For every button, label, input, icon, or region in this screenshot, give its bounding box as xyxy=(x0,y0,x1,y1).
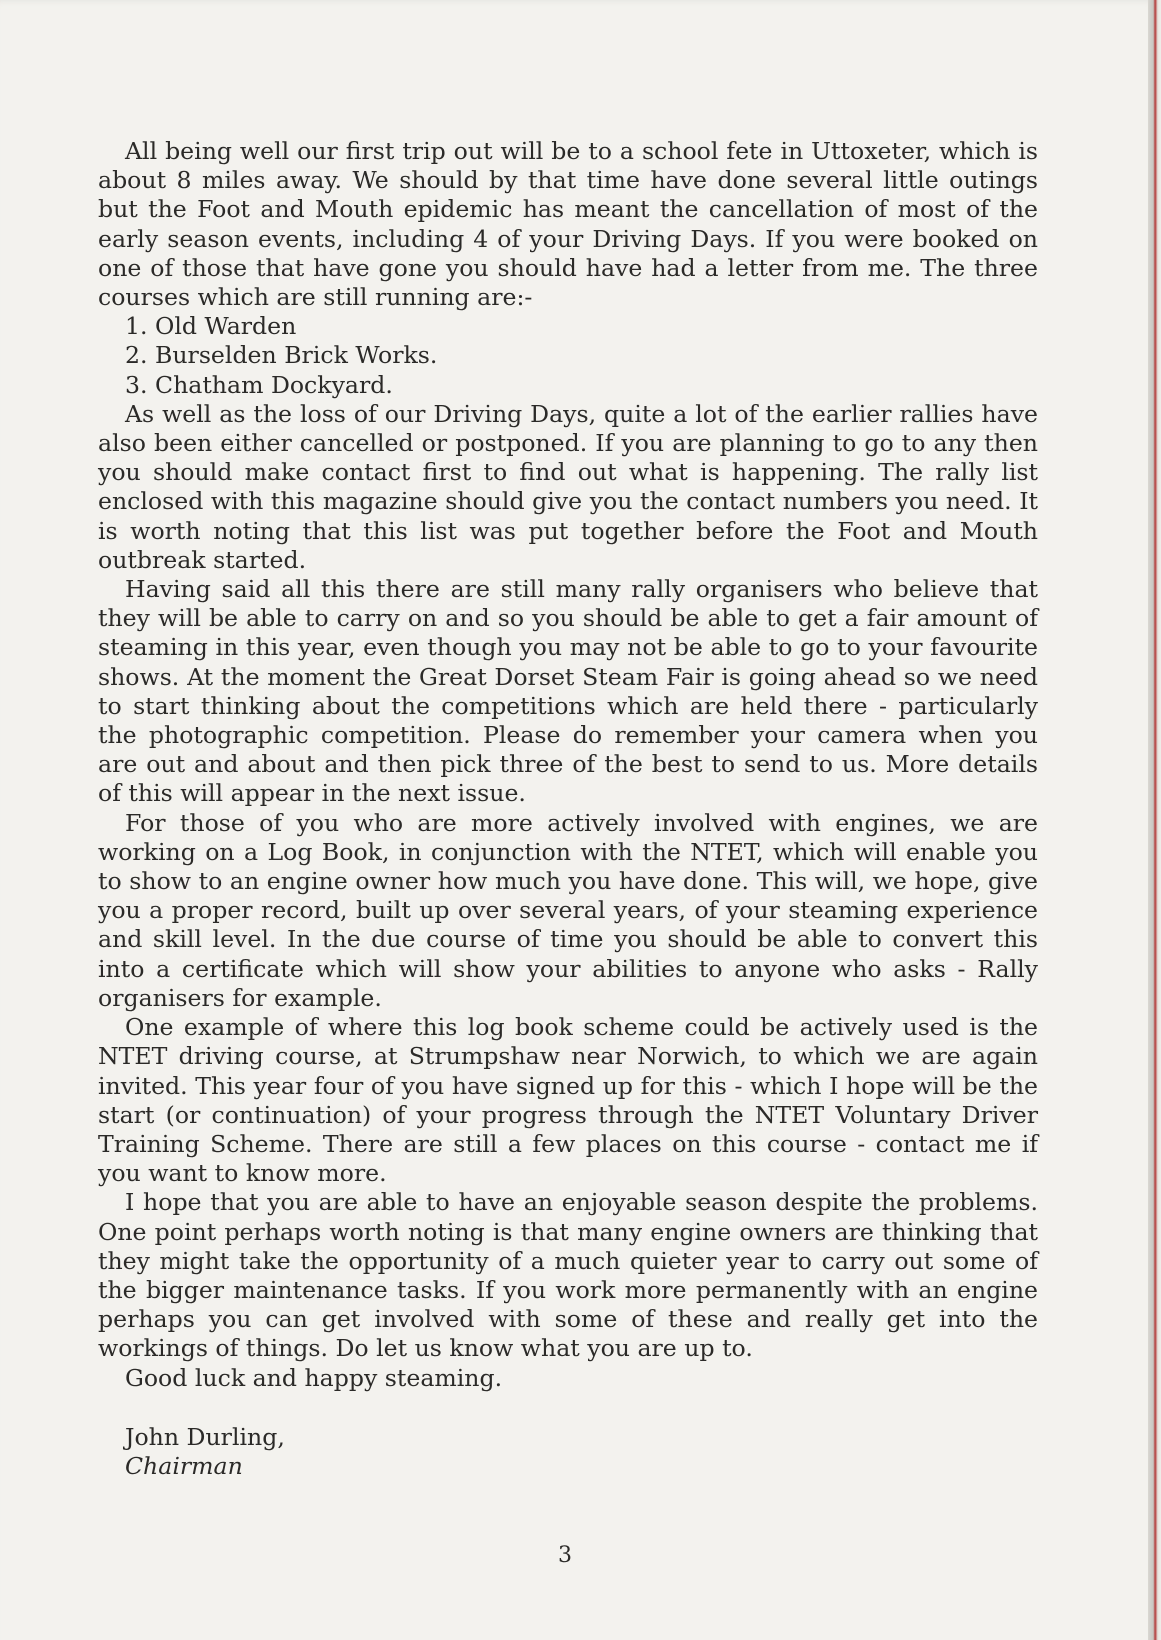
signature-title: Chairman xyxy=(125,1451,243,1480)
signature-name: John Durling, xyxy=(125,1422,285,1451)
paragraph-intro: All being well our first trip out will be to a school fete in Uttoxeter, which is about 8 miles away. We should by that time have done several little outings but the Foot and Mouth epidemic has meant the cancellation of most of the early season events, including 4 of your Driving Days. If you were booked on one of those that have gone you should have had a letter from me. The three courses which are still running are:- xyxy=(98,137,1038,312)
page-number: 3 xyxy=(558,1543,572,1568)
course-item: 2. Burselden Brick Works. xyxy=(125,341,438,370)
course-list xyxy=(98,312,1038,400)
paragraph-rallies: As well as the loss of our Driving Days, quite a lot of the earlier rallies have also been either cancelled or postponed. If you are planning to go to any then you should make contact first to find out what is happening. The rally list enclosed with this magazine should give you the contact numbers you need. It is worth noting that this list was put together before the Foot and Mouth outbreak started. xyxy=(98,399,1038,574)
paragraph-log-book: For those of you who are more actively involved with engines, we are working on a Log Book, in conjunction with the NTET, which will enable you to show to an engine owner how much you have done. This will, we hope, give you a proper record, built up over several years, of your steaming experience and skill level. In the due course of time you should be able to convert this into a certificate which will show your abilities to anyone who asks - Rally organisers for example. xyxy=(98,808,1038,1012)
course-item: 3. Chatham Dockyard. xyxy=(125,370,393,399)
course-item: 1. Old Warden xyxy=(125,312,297,341)
paragraph-ntet-course: One example of where this log book scheme could be actively used is the NTET driving course, at Strumpshaw near Norwich, to which we are again invited. This year four of you have signed up for this - which I hope will be the start (or continuation) of your progress through the NTET Voluntary Driver Training Scheme. There are still a few places on this course - contact me if you want to know more. xyxy=(98,1013,1038,1188)
signature-block xyxy=(98,1423,1038,1481)
paragraph-organisers: Having said all this there are still many rally organisers who believe that they will be able to carry on and so you should be able to get a fair amount of steaming in this year, even though you may not be able to go to your favourite shows. At the moment the Great Dorset Steam Fair is going ahead so we need to start thinking about the competitions which are held there - particularly the photographic competition. Please do remember your camera when you are out and about and then pick three of the best to send to us. More details of this will appear in the next issue. xyxy=(98,575,1038,808)
page-edge xyxy=(1148,0,1161,1640)
paragraph-season: I hope that you are able to have an enjoyable season despite the problems. One point perhaps worth noting is that many engine owners are thinking that they might take the opportunity of a much quieter year to carry out some of the bigger maintenance tasks. If you work more permanently with an engine perhaps you can get involved with some of these and really get into the workings of things. Do let us know what you are up to. xyxy=(98,1188,1038,1363)
paragraph-closing: Good luck and happy steaming. xyxy=(125,1363,503,1392)
letter-body xyxy=(98,137,1038,1481)
